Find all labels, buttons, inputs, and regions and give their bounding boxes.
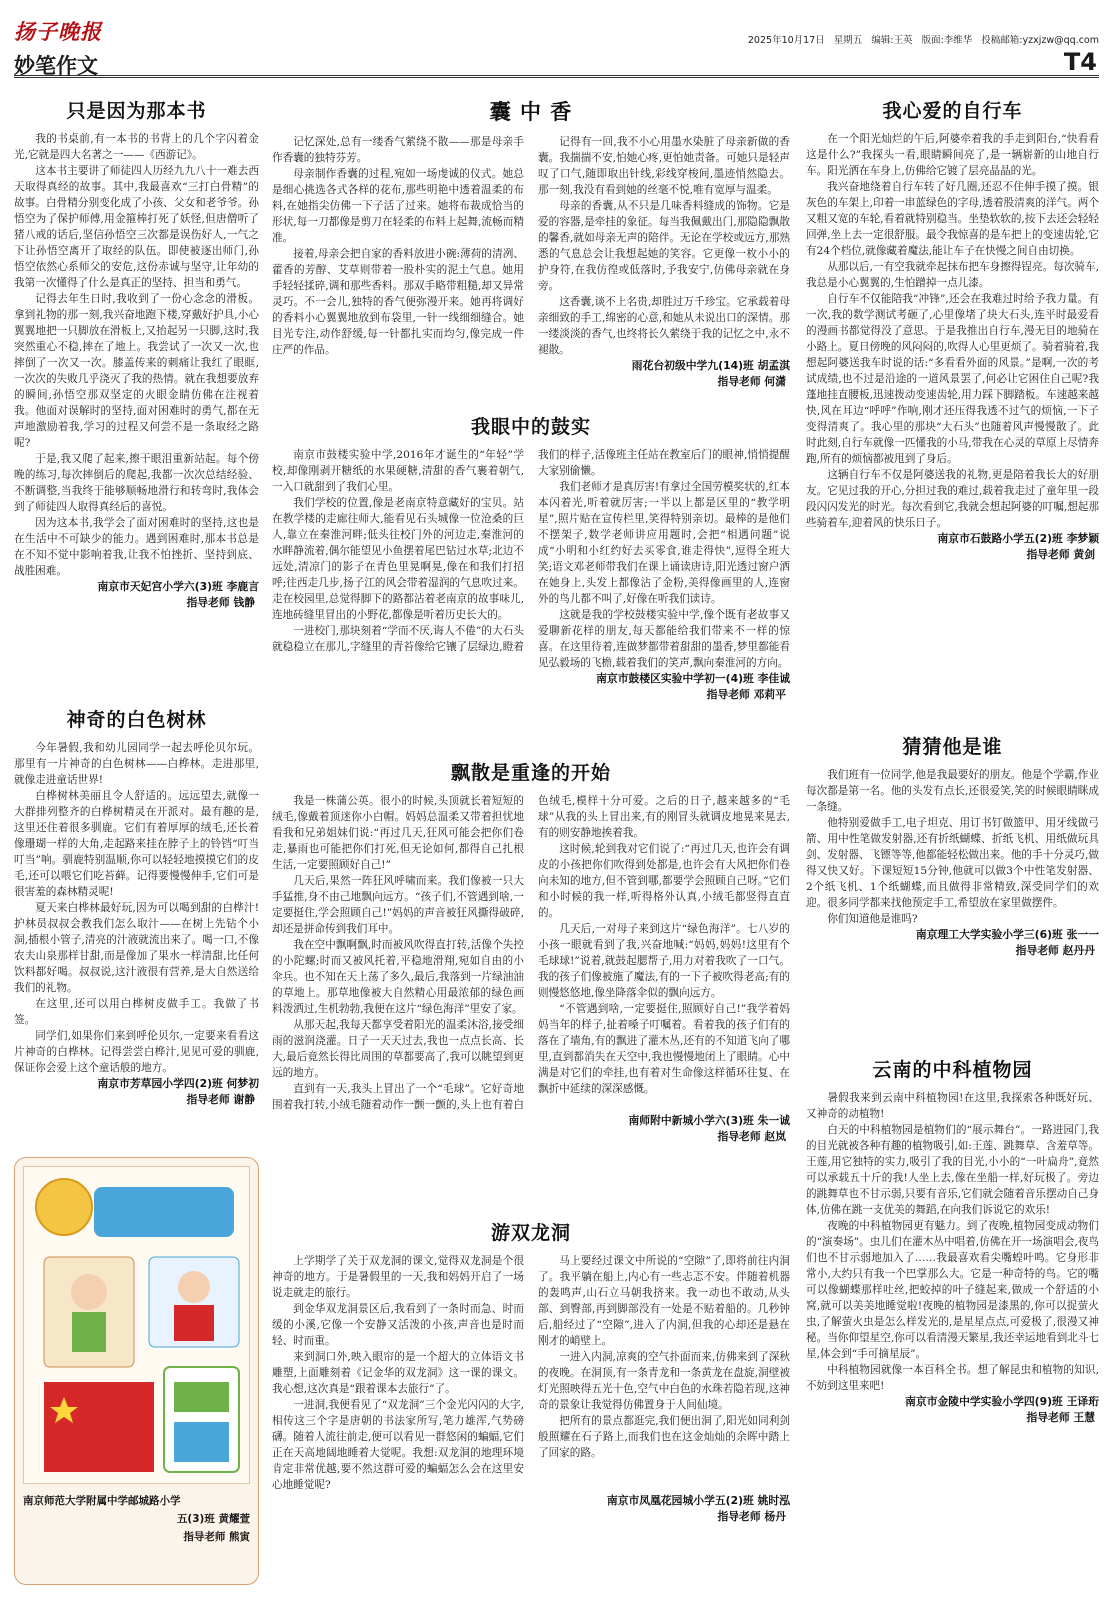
paragraph: 一进入内洞,凉爽的空气扑面而来,仿佛来到了深秋的夜晚。在洞顶,有一条青龙和一条黄龙在盘旋,洞壁被灯光照映得五光十色,空气中白色的水珠若隐若现,这神奇的景象让我觉得仿佛置身于人间仙境。 [538,1351,790,1411]
children-drawing [23,1166,250,1484]
paragraph: 记得有一回,我不小心用墨水染脏了母亲新做的香囊。我揣揣不安,怕她心疼,更怕她责备。可她只是轻声叹了口气,随即取出针线,彩线穿梭间,墨迹悄然隐去。那一刻,我没有看到她的丝毫不悦,唯有宽厚与温柔。 [538,136,790,196]
editor-credit: 编辑:王英 [871,35,913,46]
article-bike [806,96,1099,563]
caption-school: 南京师范大学附属中学邮城路小学 [23,1495,181,1507]
issue-meta [742,32,1099,46]
article-title: 猜猜他是谁 [902,736,1003,758]
masthead [14,14,1099,44]
author-byline: 南京市芳草园小学四(2)班 何梦初 [97,1077,259,1090]
paragraph: 我在空中飘啊飘,时而被风吹得直打转,活像个失控的小陀螺;时而又被风托着,平稳地滑翔,宛如自由的小伞兵。也不知在天上荡了多久,最后,我落到一片绿油油的草地上。那草地像被大自然精心用最浓郁的绿色画料泼洒过,生机勃勃,我便在这片“绿色海洋”里安了家。 [272,939,524,1015]
paragraph: 上学期学了关于双龙洞的课文,觉得双龙洞是个很神奇的地方。于是暑假里的一天,我和妈妈开启了一场说走就走的旅行。 [272,1255,524,1299]
article-plants [806,1055,1099,1426]
drawing-illustration [24,1167,250,1484]
paragraph: 在一个阳光灿烂的午后,阿婆牵着我的手走到阳台,“快看看这是什么?”我探头一看,眼睛瞬间亮了,是一辆崭新的山地自行车。阳光洒在车身上,仿佛给它镀了层亮晶晶的光。 [806,133,1099,177]
paragraph: 因为这本书,我学会了面对困难时的坚持,这也是在生活中不可缺少的能力。遇到困难时,那本书总是在不知不觉中影响着我,让我不怕挫折、坚持到底、战胜困难。 [14,517,259,577]
teacher-credit: 指导老师 何潇 [717,375,786,388]
paragraph: 一进校门,那块刻着“学而不厌,诲人不倦”的大石头就稳稳立在那儿,字缝里的青苔像给它镶了层绿边,瞪着我们的样子,活像班主任站在教室后门的眼神,悄悄提醒大家别偷懒。 [272,449,790,653]
article-body [272,134,790,358]
article-body [14,740,259,1076]
author-byline: 南京市金陵中学实验小学四(9)班 王译珩 [905,1395,1099,1408]
teacher-credit: 指导老师 黄剑 [1026,548,1095,561]
paragraph: 白桦树林美丽且令人舒适的。远远望去,就像一大群排列整齐的白桦树精灵在开派对。最有趣的是,这里还住着很多驯鹿。它们有着厚厚的绒毛,还长着像珊瑚一样的大角,走起路来挂在脖子上的铃铛“叮当叮当”响。驯鹿特别温顺,你可以轻轻地摸摸它们的皮毛,还可以喂它们吃苔藓。记得要慢慢伸手,它们可是很害羞的森林精灵呢! [14,790,259,898]
section-bar [14,48,1099,78]
article-body [806,767,1099,927]
issue-date: 2025年10月17日 [747,35,825,46]
teacher-credit: 指导老师 杨丹 [717,1510,786,1523]
article-title: 我心爱的自行车 [882,100,1023,122]
paragraph: 这本书主要讲了师徒四人历经九九八十一难去西天取得真经的故事。其中,我最喜欢“三打白骨精”的故事。白骨精分别变化成了小孩、父女和老爷爷。孙悟空为了保护师傅,用金箍棒打死了妖怪,但唐僧听了猪八戒的话后,坚信孙悟空三次都是误伤好人,一气之下让孙悟空离开了取经的队伍。即使被逐出师门,孙悟空依然心系师父的安危,这份赤诚与坚守,让年幼的我第一次懂得了什么是真正的坚持、担当和勇气。 [14,165,259,289]
teacher-credit: 指导老师 邓莉平 [706,688,786,701]
article-title: 我眼中的鼓实 [470,416,591,438]
article-guess [806,732,1099,959]
paragraph: 直到有一天,我头上冒出了一个“毛球”。它好奇地围着我打转,小绒毛随着动作一颤一颤的,头上也有着白色绒毛,模样十分可爱。之后的日子,越来越多的“毛球”从我的头上冒出来,有的刚冒头就调皮地晃来晃去,有的则安静地挨着我。 [272,795,790,1111]
paragraph: 一进洞,我便看见了“双龙洞”三个金光闪闪的大字,相传这三个字是唐朝的书法家所写,笔力雄浑,气势磅礴。随着人流往前走,便可以看见一群悠闲的蝙蝠,它们正在天高地阔地睡着大觉呢。我想:双龙洞的地理环境肯定非常优越,要不然这群可爱的蝙蝠怎么会在这里安心地睡觉呢? [272,1399,524,1491]
paragraph: 母亲制作香囊的过程,宛如一场虔诚的仪式。她总是细心挑选各式各样的花布,那些明艳中透着温柔的布料,在她指尖仿佛一下子活了过来。她将布裁成恰当的形状,每一刀都像是剪刀在轻柔的布料上起舞,流畅而精准。 [272,168,524,244]
article-title: 只是因为那本书 [66,100,207,122]
paragraph: 到金华双龙洞景区后,我看到了一条时而急、时而缓的小溪,它像一个安静又活泼的小孩,声音也是时而轻、时而重。 [272,1303,524,1347]
article-title: 云南的中科植物园 [872,1059,1033,1081]
paragraph: 你们知道他是谁吗? [827,913,918,925]
teacher-credit: 指导老师 赵丹丹 [1015,944,1095,957]
children-drawing-panel [14,1157,259,1585]
article-body [806,131,1099,531]
paragraph: 夏天来白桦林最好玩,因为可以喝到甜的白桦汁!护林员叔叔会教我们怎么取汁——在树上先钻个小洞,插根小管子,清亮的汁液就流出来了。喝一口,不像农夫山泉那样甘甜,而是像加了果水一样清甜,比任何饮料都好喝。叔叔说,这汁液很有营养,是大自然送给我们的礼物。 [14,902,259,994]
paragraph: 从那天起,我每天都享受着阳光的温柔沐浴,接受细雨的滋润浇灌。日子一天天过去,我也一点点长高、长大,最后竟然长得比周围的草都要高了,我可以眺望到更远的地方。 [272,1019,524,1079]
paragraph: 记得去年生日时,我收到了一份心念念的滑板。拿到礼物的那一刻,我兴奋地跑下楼,穿戴好护具,小心翼翼地把一只脚放在滑板上,又抬起另一只脚,这时,我突然重心不稳,摔在了地上。我尝试了一次又一次,也摔倒了一次又一次。膝盖传来的刺痛让我红了眼眶,一次次的失败几乎浇灭了我的热情。就在我想要放弃的瞬间,孙悟空那双坚定的火眼金睛仿佛在注视着我。他面对误解时的坚持,面对困难时的勇气,都在无声地激励着我,学习的过程又何尝不是一条取经之路呢? [14,293,259,449]
paragraph: 几天后,一对母子来到这片“绿色海洋”。七八岁的小孩一眼就看到了我,兴奋地喊:“妈妈,妈妈!这里有个毛球球!”说着,就鼓起腮帮子,用力对着我吹了一口气。我的孩子们像被施了魔法,有的一下子被吹得老高;有的则慢悠悠地,像坐降落伞似的飘向远方。 [538,923,790,999]
paragraph: 同学们,如果你们来到呼伦贝尔,一定要来看看这片神奇的白桦林。记得尝尝白桦汁,见见可爱的驯鹿,保证你会爱上这个童话般的地方。 [14,1030,259,1074]
paragraph: 马上要经过课文中所说的“空隙”了,即将前往内洞了。我平躺在船上,内心有一些忐忑不安。伴随着机器的轰鸣声,山石立马朝我挤来。我一动也不敢动,从头部、到臀部,再到脚部没有一处是不贴着船的。几秒钟后,船经过了“空隙”,进入了内洞,但我的心却还是悬在刚才的峭壁上。 [538,1255,790,1347]
paragraph: 来到洞口外,映入眼帘的是一个超大的立体语文书雕塑,上面雕刻着《记金华的双龙洞》这一课的课文。我心想,这次真是“跟着课本去旅行”了。 [272,1351,524,1395]
article-cave [272,1218,790,1525]
author-byline: 南京市鼓楼区实验中学初一(4)班 李佳诚 [596,672,790,685]
paragraph: 我们班有一位同学,他是我最要好的朋友。他是个学霸,作业每次都是第一名。他的头发有点长,还很爱笑,笑的时候眼睛眯成一条缝。 [806,769,1099,813]
paragraph: 他特别爱做手工,电子坦克、用订书钉做篮甲、用牙线做弓箭、用中性笔做发射器,还有折纸蝴蝶、折纸飞机、用纸做玩具剑、发射器、飞镖等等,他都能轻松做出来。他的手十分灵巧,做得又快又好。下课短短15分钟,他就可以做3个中性笔发射器、2个纸飞机、1个纸蝴蝶,而且做得非常精致,深受同学们的欢迎。很多同学都来找他预定手工,希望放在家里做摆件。 [806,817,1099,909]
paragraph: 在这里,还可以用白桦树皮做手工。我做了书签。 [14,998,259,1026]
page-number: T4 [1063,48,1097,76]
paragraph: 我们学校的位置,像是老南京特意藏好的宝贝。站在教学楼的走廊往师大,能看见石头城像一位沧桑的巨人,靠立在秦淮河畔;低头往校门外的河边走,秦淮河的水畔静流着,偶尔能望见小鱼摆着尾巴钻过水草;北边不远处,清凉门的影子在青色里晃啊晃,像在和我们打招呼;往西走几步,扬子江的风会带着湿润的气息吹过来。走在校园里,总觉得脚下的路都沾着老南京的故事味儿,连地砖缝里冒出的小野花,都像是听着历史长大的。 [272,497,524,621]
paragraph: 我们老师才是真厉害!有拿过全国劳模奖状的,红本本闪着光,听着就厉害;一半以上都是区里的“教学明星”,照片贴在宣传栏里,笑得特别亲切。最棒的是他们不摆架子,数学老师讲应用题时,会把“相遇问题”说成“小明和小红约好去买零食,谁走得快”,逗得全班大笑;语文邓老师带我们在课上诵读唐诗,阳光透过窗户洒在她身上,头发上都像沾了金粉,美得像画里的人,连窗外的鸟儿都不叫了,好像在听我们读诗。 [538,481,790,605]
article-body [806,1090,1099,1394]
article-body [272,793,790,1113]
paragraph: 从那以后,一有空我就牵起抹布把车身擦得锃亮。每次骑车,我总是小心翼翼的,生怕蹭掉一点儿漆。 [806,261,1099,289]
paragraph: 我兴奋地绕着自行车转了好几圈,还忍不住伸手摸了摸。银灰色的车架上,印着一串蓝绿色的字母,透着股清爽的洋气。两个又粗又宽的车轮,看着就特别稳当。坐垫软软的,按下去还会轻轻回弹,坐上去一定很舒服。最令我惊喜的是车把上的变速齿轮,它有24个档位,就像藏着魔法,能让车子在快慢之间自由切换。 [806,181,1099,257]
submission-email[interactable]: 投稿邮箱:yzxjzw@qq.com [981,35,1099,46]
paragraph: 自行车不仅能陪我“冲锋”,还会在我难过时给予我力量。有一次,我的数学测试考砸了,心里像堵了块大石头,连平时最爱看的漫画书都觉得没了意思。于是我推出自行车,漫无目的地骑在小路上。夏日傍晚的风闷闷的,吹得人心里更烦了。骑着骑着,我想起阿婆送我车时说的话:“多看看外面的风景。”是啊,一次的考试成绩,也不过是沿途的一道风景罢了,何必让它困住自己呢?我蓬地挂直腰板,迅速拨动变速齿轮,用力踩下脚踏板。车速越来越快,风在耳边“呼呼”作响,刚才还压得我透不过气的烦恼,一下子变得清爽了。我心里的那块“大石头”也随着风声慢慢散了。此时此刻,自行车就像一匹懂我的小马,带我在心灵的草原上尽情奔跑,所有的烦恼都被甩到了身后。 [806,293,1099,465]
paragraph: 中科植物园就像一本百科全书。想了解昆虫和植物的知识,不妨到这里来吧! [806,1364,1099,1392]
caption-teacher: 指导老师 熊寅 [183,1531,250,1543]
teacher-credit: 指导老师 钱静 [186,596,255,609]
caption-student: 五(3)班 黄耀萱 [176,1513,250,1525]
paragraph: 母亲的香囊,从不只是几味香料缝成的饰物。它是爱的容器,是牵挂的象征。每当我佩戴出门,那隐隐飘散的馨香,就如母亲无声的陪伴。无论在学校或远方,那熟悉的气息总会让我想起她的笑容。它更像一枚小小的护身符,在我仿徨或低落时,予我安宁,仿佛母亲就在身旁。 [538,200,790,292]
paragraph: 我是一株蒲公英。很小的时候,头顶就长着短短的绒毛,像戴着顶迷你小白帽。妈妈总温柔又带着担忧地看我和兄弟姐妹们说:“再过几天,狂风可能会把你们卷走,暴雨也可能把你们打死,但无论如何,都得自己扎根生活,一定要照顾好自己!” [272,795,524,871]
author-byline: 南京市天妃宫小学六(3)班 李鹿言 [97,580,259,593]
paragraph: 这辆自行车不仅是阿婆送我的礼物,更是陪着我长大的好朋友。它见过我的开心,分担过我的难过,载着我走过了童年里一段段闪闪发光的时光。每次看到它,我就会想起阿婆的叮嘱,想起那些骑着车,迎着风的快乐日子。 [806,469,1099,529]
teacher-credit: 指导老师 王慧 [1026,1411,1095,1424]
paragraph: “不管遇到啥,一定要挺住,照顾好自己!”我学着妈妈当年的样子,扯着嗓子叮嘱着。看着我的孩子们有的落在了墙角,有的飘进了灌木丛,还有的不知道飞向了哪里,直到都消失在天空中,我也慢慢地闭上了眼睛。心中满是对它们的牵挂,也有着对生命像这样循环往复、在飘折中延续的深深感慨。 [538,1003,790,1095]
paragraph: 白天的中科植物园是植物们的“展示舞台”。一路进园门,我的目光就被各种有趣的植物吸引,如:王莲、跳舞草、含羞草等。王莲,用它独特的实力,吸引了我的目光,小小的“一叶扁舟”,竟然可以承载五十斤的我!人坐上去,像在坐船一样,好玩极了。旁边的跳舞草也不甘示弱,只要有音乐,它们就会随着音乐摆动自己身体,仿佛在跳一支优美的舞蹈,在向我们诉说它的欢乐! [806,1124,1099,1216]
paragraph: 夜晚的中科植物园更有魅力。到了夜晚,植物园变成动物们的“演奏场”。虫儿们在灌木丛中唱着,仿佛在开一场演唱会,夜鸟们也不甘示弱地加入了……我最喜欢看尖嘴蝗叶鸣。它身形非常小,大约只有我一个巴掌那么大。它是一种奇特的鸟。它的嘴可以像蝴蝶那样吐丝,把蛟掉的叶子缝起来,做成一个舒适的小窝,就可以美美地睡觉啦!夜晚的植物园是漆黑的,你可以捉萤火虫,了解萤火虫是怎么样发光的,是星星点点,可爱极了,很漫又神秘。当你仰望星空,你可以看清漫天繁星,我还幸运地看到北斗七星,体会到“手可摘星辰”。 [806,1220,1100,1360]
author-byline: 南京市凤凰花园城小学五(2)班 姚时泓 [606,1494,790,1507]
paragraph: 这香囊,谈不上名贵,却胜过万千珍宝。它承载着母亲细致的手工,绵密的心意,和她从未说出口的深情。那一缕淡淡的香气,也终将长久萦绕于我的记忆之中,永不褪散。 [538,296,790,356]
paragraph: 这时候,轮到我对它们说了:“再过几天,也许会有调皮的小孩把你们吹得到处都是,也许会有大风把你们卷向未知的地方,但不管到哪,都要学会照顾自己呀。”它们和小时候的我一样,听得格外认真,小绒毛都竖得直直的。 [538,843,790,919]
paragraph: 接着,母亲会把自家的香料放进小碗:薄荷的清冽、藿香的芳醇、艾草则带着一股朴实的泥土气息。她用手轻轻揉碎,调和那些香料。那双手略带粗糙,却又异常灵巧。不一会儿,独特的香气便弥漫开来。她再将调好的香料小心翼翼地放到布袋里,一针一线细细缝合。她目光专注,动作舒缓,每一针都扎实而均匀,像完成一件庄严的作品。 [272,248,524,356]
author-byline: 雨花台初级中学九(14)班 胡孟淇 [631,359,790,372]
newspaper-logo: 扬子晚报 [14,19,102,44]
paragraph: 今年暑假,我和幼儿园同学一起去呼伦贝尔玩。那里有一片神奇的白色树林——白桦林。走进那里,就像走进童话世界! [14,742,259,786]
article-sachet [272,96,790,390]
paragraph: 把所有的景点都逛完,我们便出洞了,阳光如同利剑般照耀在石子路上,而我们也在这金灿灿的余晖中踏上了回家的路。 [538,1415,790,1459]
article-title: 游双龙洞 [490,1222,571,1244]
issue-weekday: 星期五 [833,35,863,46]
author-byline: 南京理工大学实验小学三(6)班 张一一 [915,928,1099,941]
article-body [14,131,259,579]
article-drum [272,412,790,703]
author-byline: 南京市石鼓路小学五(2)班 李梦颖 [937,532,1099,545]
article-title: 飘散是重逢的开始 [450,762,611,784]
article-body [272,447,790,671]
paragraph: 记忆深处,总有一缕香气萦绕不散——那是母亲手作香囊的独特芬芳。 [272,136,524,164]
drawing-caption [23,1492,250,1546]
paragraph: 暑假我来到云南中科植物园!在这里,我探索各种既好玩、又神奇的动植物! [806,1092,1099,1120]
article-book [14,96,259,611]
section-title: 妙笔作文 [14,54,98,78]
paragraph: 南京市鼓楼实验中学,2016年才诞生的“年轻”学校,却像刚剥开糖纸的水果硬糖,清甜的香气裹着朝气,一入口就甜到了我们心里。 [272,449,524,493]
article-body [272,1253,790,1493]
teacher-credit: 指导老师 谢静 [186,1093,255,1106]
paragraph: 几天后,果然一阵狂风呼啸而来。我们像被一只大手猛推,身不由己地飘向远方。“孩子们,不管遇到啥,一定要挺住,学会照顾自己!”妈妈的声音被狂风撕得破碎,却还是拼命传到我们耳中。 [272,875,524,935]
article-title: 神奇的白色树林 [66,709,207,731]
teacher-credit: 指导老师 赵岚 [717,1130,786,1143]
designer-credit: 版面:李维华 [921,35,973,46]
article-dandelion [272,758,790,1145]
article-title: 囊 中 香 [489,100,573,124]
paragraph: 这就是我的学校鼓楼实验中学,像个既有老故事又爱聊新花样的朋友,每天都能给我们带来不一样的惊喜。在这里待着,连做梦都带着甜甜的墨香,梦里都能看见弘毅场的飞檐,载着我们的笑声,飘向秦淮河的方向。 [538,609,790,669]
paragraph: 于是,我又爬了起来,擦干眼泪重新站起。每个傍晚的练习,每次摔倒后的爬起,我都一次次总结经验、不断调整,当我终于能够顺畅地滑行和转弯时,我体会到了师徒四人取得真经后的喜悦。 [14,453,259,513]
author-byline: 南师附中新城小学六(3)班 朱一诚 [628,1114,790,1127]
article-birch [14,705,259,1108]
paragraph: 我的书桌前,有一本书的书背上的几个字闪着金光,它就是四大名著之一——《西游记》。 [14,133,259,161]
